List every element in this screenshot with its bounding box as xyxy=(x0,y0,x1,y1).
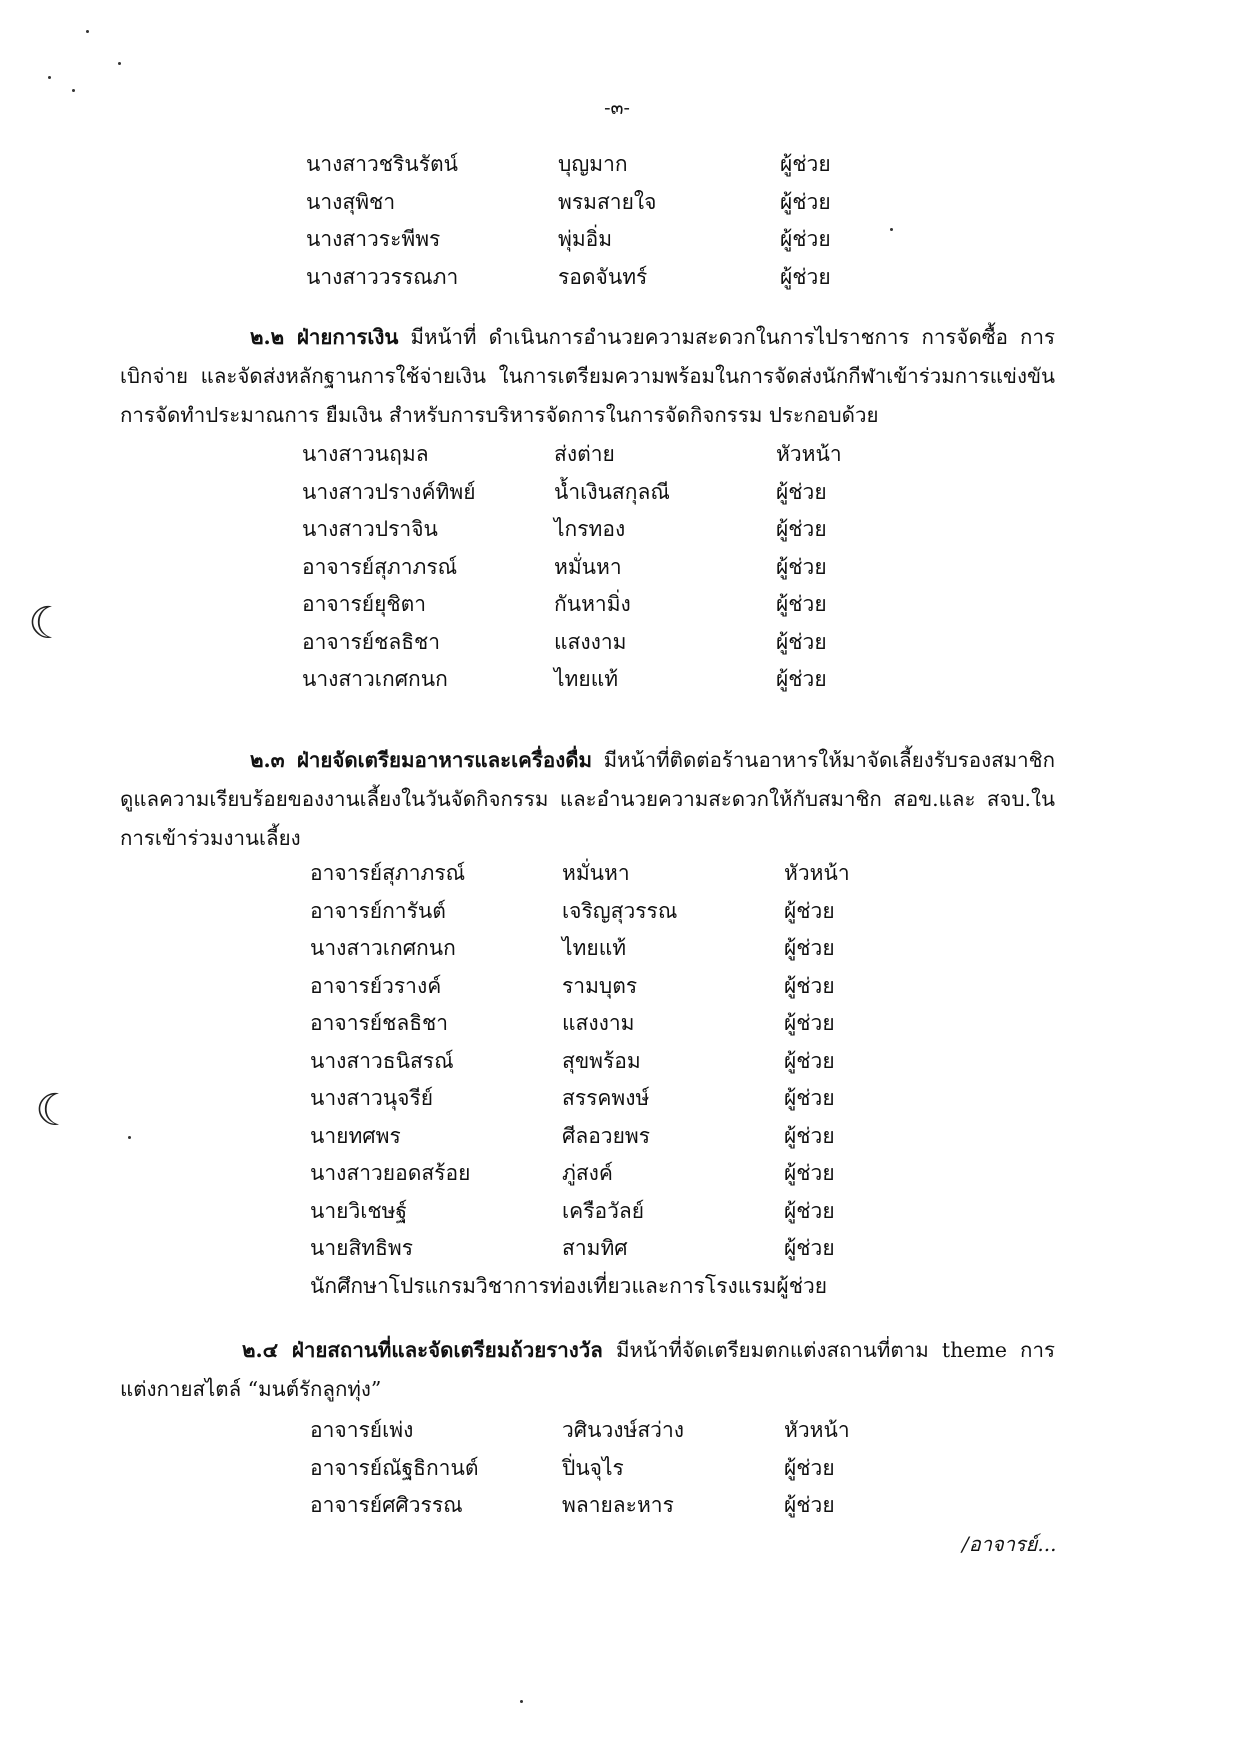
person-role: ผู้ช่วย xyxy=(784,1011,835,1036)
roster-row xyxy=(310,1450,850,1488)
scan-speck xyxy=(128,1136,131,1139)
person-surname: สุขพร้อม xyxy=(562,1048,641,1073)
person-role: ผู้ช่วย xyxy=(784,1493,835,1518)
person-surname: พุ่มอิ่ม xyxy=(558,227,613,252)
person-role: ผู้ช่วย xyxy=(784,973,835,998)
person-role: ผู้ช่วย xyxy=(784,1198,835,1223)
roster-row xyxy=(302,511,842,549)
roster-row xyxy=(302,586,842,624)
section-text: มีหน้าที่ ดำเนินการอำนวยความสะดวกในการไปราชการ การจัดซื้อ การเบิกจ่าย และจัดส่งหลักฐานการใช้จ่ายเงิน ในการเตรียมความพร้อมในการจัดส่งนักกีฬาเข้าร่วมการแข่งขัน การจัดทำประมาณการ ยืมเงิน สำหรับการบริหารจัดการในการจัดกิจกรรม ประกอบด้วย xyxy=(120,325,1055,427)
person-role: ผู้ช่วย xyxy=(776,517,827,542)
person-name: นางสาวธนิสรณ์ xyxy=(310,1048,454,1073)
roster-section-2-2 xyxy=(302,436,842,699)
roster-row xyxy=(310,1193,850,1231)
person-role: ผู้ช่วย xyxy=(776,554,827,579)
person-name: นางสาวชรินรัตน์ xyxy=(306,152,458,177)
scan-speck xyxy=(890,228,893,231)
person-name: นายสิทธิพร xyxy=(310,1236,414,1261)
person-surname: เจริญสุวรรณ xyxy=(562,898,678,923)
person-name: นางสาวยอดสร้อย xyxy=(310,1161,471,1186)
continuation-footer: /อาจารย์... xyxy=(962,1532,1057,1556)
person-surname: แสงงาม xyxy=(554,629,627,654)
person-surname: พลายละหาร xyxy=(562,1493,674,1518)
person-name: นางสาวระพีพร xyxy=(306,227,441,252)
person-name: นางสาวเกศกนก xyxy=(302,667,448,692)
person-role: หัวหน้า xyxy=(784,861,850,886)
page-number: -๓- xyxy=(604,97,630,119)
person-surname: ส่งต่าย xyxy=(554,442,615,467)
roster-row xyxy=(302,661,842,699)
person-name: นายวิเชษฐ์ xyxy=(310,1198,408,1223)
person-surname: หมั่นหา xyxy=(562,861,630,886)
person-name: อาจารย์วรางค์ xyxy=(310,973,442,998)
roster-row xyxy=(306,184,831,222)
roster-row xyxy=(310,1155,850,1193)
person-surname: แสงงาม xyxy=(562,1011,635,1036)
person-role: ผู้ช่วย xyxy=(780,152,831,177)
roster-row xyxy=(302,474,842,512)
person-role: ผู้ช่วย xyxy=(784,936,835,961)
roster-section-2-4 xyxy=(310,1412,850,1525)
person-role: ผู้ช่วย xyxy=(784,1048,835,1073)
person-surname: น้ำเงินสกุลณี xyxy=(554,479,670,504)
roster-row xyxy=(310,1487,850,1525)
person-surname: รอดจันทร์ xyxy=(558,264,648,289)
roster-row xyxy=(306,221,831,259)
person-role: ผู้ช่วย xyxy=(776,667,827,692)
person-surname: สามทิศ xyxy=(562,1236,628,1261)
person-surname: ศีลอวยพร xyxy=(562,1123,651,1148)
roster-row xyxy=(310,1412,850,1450)
roster-top xyxy=(306,146,831,296)
roster-section-2-3 xyxy=(310,855,850,1268)
person-role: ผู้ช่วย xyxy=(784,898,835,923)
person-surname: เครือวัลย์ xyxy=(562,1198,645,1223)
person-name: นางสุพิชา xyxy=(306,189,396,214)
person-name: นางสาวนุจรีย์ xyxy=(310,1086,434,1111)
section-2-4-paragraph xyxy=(120,1331,1055,1409)
binder-hole-mark: ☾ xyxy=(35,1085,75,1136)
scan-speck xyxy=(72,89,75,92)
person-name: อาจารย์ยุชิตา xyxy=(302,592,427,617)
person-surname: บุญมาก xyxy=(558,152,628,177)
person-surname: ไทยแท้ xyxy=(554,667,619,692)
person-surname: ภู่สงค์ xyxy=(562,1161,613,1186)
binder-hole-mark: ☾ xyxy=(28,598,68,649)
person-role: ผู้ช่วย xyxy=(784,1123,835,1148)
roster-row xyxy=(310,1043,850,1081)
roster-row xyxy=(310,1230,850,1268)
roster-row xyxy=(310,1118,850,1156)
section-heading: ๒.๒ ฝ่ายการเงิน xyxy=(250,325,399,349)
person-role: ผู้ช่วย xyxy=(784,1236,835,1261)
person-name: นางสาวนฤมล xyxy=(302,442,429,467)
section-heading: ๒.๔ ฝ่ายสถานที่และจัดเตรียมถ้วยรางวัล xyxy=(242,1338,603,1362)
roster-row xyxy=(302,549,842,587)
person-role: ผู้ช่วย xyxy=(784,1455,835,1480)
person-role: ผู้ช่วย xyxy=(776,592,827,617)
section-text: มีหน้าที่ติดต่อร้านอาหารให้มาจัดเลี้ยงรับรองสมาชิก ดูแลความเรียบร้อยของงานเลี้ยงในวันจัดกิจกรรม และอำนวยความสะดวกให้กับสมาชิก สอข.และ สจบ.ในการเข้าร่วมงานเลี้ยง xyxy=(120,748,1055,850)
person-surname: หมั่นหา xyxy=(554,554,622,579)
person-surname: สรรคพงษ์ xyxy=(562,1086,650,1111)
roster-row xyxy=(310,855,850,893)
scan-speck xyxy=(520,1700,523,1703)
roster-row xyxy=(310,968,850,1006)
section-heading: ๒.๓ ฝ่ายจัดเตรียมอาหารและเครื่องดื่ม xyxy=(250,748,593,772)
person-name: อาจารย์สุภาภรณ์ xyxy=(302,554,458,579)
person-name: นายทศพร xyxy=(310,1123,401,1148)
roster-row xyxy=(306,259,831,297)
person-surname: ไทยแท้ xyxy=(562,936,627,961)
person-role: ผู้ช่วย xyxy=(780,227,831,252)
person-name: อาจารย์การันต์ xyxy=(310,898,446,923)
person-role: ผู้ช่วย xyxy=(784,1161,835,1186)
person-name: อาจารย์ชลธิชา xyxy=(302,629,441,654)
roster-row xyxy=(310,1268,827,1306)
person-role: ผู้ช่วย xyxy=(776,629,827,654)
person-name: นักศึกษาโปรแกรมวิชาการท่องเที่ยวและการโรงแรม xyxy=(310,1274,777,1299)
roster-row xyxy=(306,146,831,184)
section-text: มีหน้าที่จัดเตรียมตกแต่งสถานที่ตาม theme การแต่งกายสไตล์ “มนต์รักลูกทุ่ง” xyxy=(120,1338,1055,1401)
scan-speck xyxy=(86,30,89,33)
roster-row xyxy=(302,624,842,662)
roster-row xyxy=(302,436,842,474)
person-name: อาจารย์ชลธิชา xyxy=(310,1011,449,1036)
person-surname: กันหามิ่ง xyxy=(554,592,631,617)
scan-speck xyxy=(48,76,51,79)
person-surname: วศินวงษ์สว่าง xyxy=(562,1418,685,1443)
person-name: นางสาวปรางค์ทิพย์ xyxy=(302,479,476,504)
person-surname: พรมสายใจ xyxy=(558,189,657,214)
section-2-3-paragraph xyxy=(120,741,1055,858)
roster-row xyxy=(310,893,850,931)
roster-row xyxy=(310,930,850,968)
person-name: นางสาววรรณภา xyxy=(306,264,459,289)
person-name: อาจารย์ณัฐธิกานต์ xyxy=(310,1455,479,1480)
person-name: นางสาวเกศกนก xyxy=(310,936,456,961)
scan-speck xyxy=(118,62,121,65)
roster-row xyxy=(310,1005,850,1043)
person-role: ผู้ช่วย xyxy=(784,1086,835,1111)
person-role: หัวหน้า xyxy=(784,1418,850,1443)
person-surname: ปิ่นจุไร xyxy=(562,1455,624,1480)
person-name: อาจารย์ศศิวรรณ xyxy=(310,1493,463,1518)
person-name: อาจารย์สุภาภรณ์ xyxy=(310,861,466,886)
person-name: นางสาวปราจิน xyxy=(302,517,438,542)
person-role: ผู้ช่วย xyxy=(780,189,831,214)
roster-row xyxy=(310,1080,850,1118)
section-2-2-paragraph xyxy=(120,318,1055,435)
person-role: ผู้ช่วย xyxy=(780,264,831,289)
roster-students xyxy=(310,1268,827,1306)
person-surname: ไกรทอง xyxy=(554,517,626,542)
person-role: หัวหน้า xyxy=(776,442,842,467)
person-role: ผู้ช่วย xyxy=(776,479,827,504)
person-name: อาจารย์เพ่ง xyxy=(310,1418,414,1443)
person-role: ผู้ช่วย xyxy=(776,1274,828,1299)
person-surname: รามบุตร xyxy=(562,973,638,998)
